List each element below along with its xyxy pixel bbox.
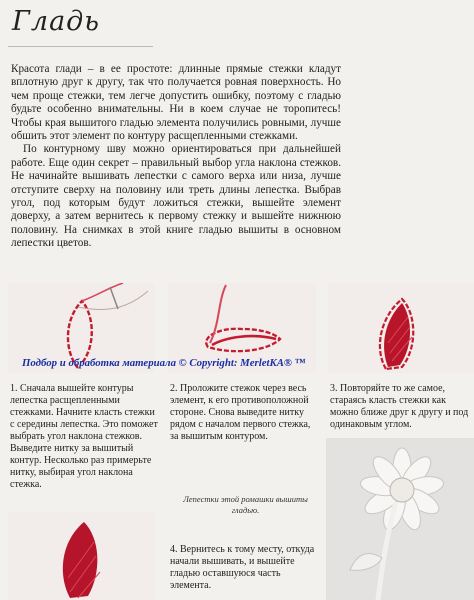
intro-paragraph-1: Красота глади – в ее простоте: длинные прямые стежки кладут вплотную друг к другу, так что получается ровная поверхность. Но чем проще стежки, тем легче допустить ошибку, поэтому с гладью будьте особенно внимательны. Ни в коем случае не торопитесь! Чтобы края вышитого гладью элемента получились ровными, лучше обшить этот элемент по контуру расщепленными стежками.: [11, 63, 341, 143]
step-3-photo: [328, 283, 474, 373]
title-underline: [8, 46, 153, 47]
step-4-photo: [8, 512, 154, 600]
step-4-caption: 4. Вернитесь к тому месту, откуда начали вышивать, и вышейте гладью оставшуюся часть элемента.: [170, 544, 315, 591]
intro-paragraph-2: По контурному шву можно ориентироваться при дальнейшей работе. Еще один секрет – правильный выбор угла наклона стежков. Не начинайте вышивать лепестки с самого верха или низа, лучше отступите сверху на половину или треть длины лепестка. Выбрав угол, под которым будут ложиться стежки, вышейте элемент доверху, а затем вернитесь к первому стежку и вышейте нижнюю половину. На снимках в этой книге гладью вышиты в основном лепестки цветов.: [11, 143, 341, 250]
step-3-caption: 3. Повторяйте то же самое, стараясь класть стежки как можно ближе друг к другу и под одинаковым углом.: [330, 383, 469, 430]
copyright-watermark: Подбор и обработка материала © Copyright: MerletKA® ™: [22, 357, 306, 369]
step-1-caption: 1. Сначала вышейте контуры лепестка расщепленными стежками. Начните класть стежки с середины лепестка. Это поможет выбрать угол наклона стежков. Выведите нитку за вышитый контур. Несколько раз примерьте нитку, выбирая угол наклона стежка.: [10, 383, 158, 490]
intro-text: [11, 63, 341, 251]
step-2-caption: 2. Проложите стежок через весь элемент, к его противоположной стороне. Снова выведите нитку рядом с началом первого стежка, за вышитым контуром.: [170, 383, 311, 442]
daisy-photo: [326, 438, 474, 600]
page-title: Гладь: [12, 6, 100, 37]
daisy-note: Лепестки этой ромашки вышиты гладью.: [183, 494, 308, 515]
